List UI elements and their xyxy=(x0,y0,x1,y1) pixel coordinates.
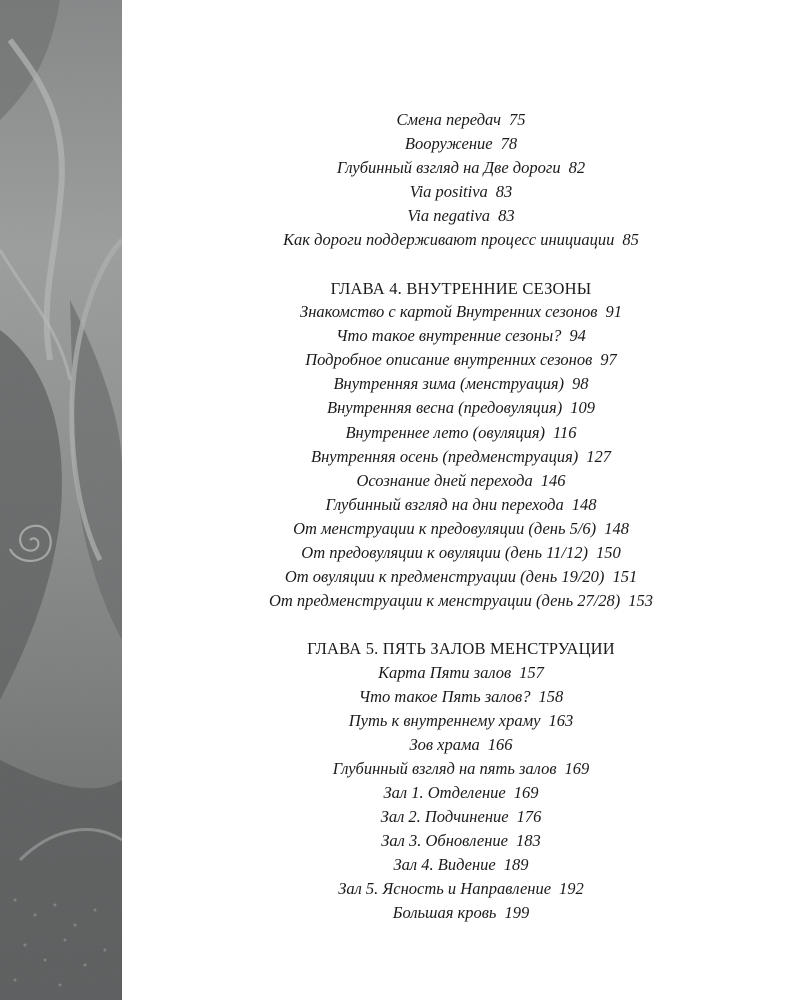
toc-entry xyxy=(122,495,800,515)
toc-entry xyxy=(122,423,800,443)
toc-entry-page: 94 xyxy=(569,326,586,345)
toc-entry-page: 189 xyxy=(503,855,529,874)
toc-entry-title: Знакомство с картой Внутренних сезонов xyxy=(300,302,598,321)
toc-entry-page: 157 xyxy=(519,663,544,682)
toc-entry xyxy=(122,759,800,779)
toc-entry-page: 148 xyxy=(571,495,597,514)
toc-entry xyxy=(122,374,800,394)
toc-entry-page: 151 xyxy=(612,567,638,586)
toc-entry-page: 199 xyxy=(504,903,530,922)
toc-entry-title: Подробное описание внутренних сезонов xyxy=(305,350,593,369)
toc-entry-title: Внутренняя весна (предовуляция) xyxy=(327,398,563,417)
toc-entry-page: 97 xyxy=(600,350,617,369)
toc-entry-page: 148 xyxy=(604,519,629,538)
table-of-contents xyxy=(122,0,800,1000)
toc-entry-title: Глубинный взгляд на пять залов xyxy=(332,759,557,778)
toc-entry-page: 176 xyxy=(516,807,542,826)
toc-entry xyxy=(122,350,800,370)
toc-entry-page: 109 xyxy=(570,398,595,417)
toc-entry xyxy=(122,110,800,130)
toc-entry-page: 166 xyxy=(487,735,513,754)
toc-entry-title: Зал 2. Подчинение xyxy=(380,807,509,826)
toc-entry xyxy=(122,591,800,611)
toc-entry-page: 127 xyxy=(586,447,611,466)
toc-entry-page: 153 xyxy=(628,591,654,610)
chapter-heading: ГЛАВА 5. ПЯТЬ ЗАЛОВ МЕНСТРУАЦИИ xyxy=(307,639,615,658)
toc-entry xyxy=(122,447,800,467)
toc-entry-page: 183 xyxy=(516,831,541,850)
toc-entry xyxy=(122,182,800,202)
toc-entry xyxy=(122,855,800,875)
toc-entry-title: От менструации к предовуляции (день 5/6) xyxy=(293,519,597,538)
toc-entry xyxy=(122,302,800,322)
toc-entry xyxy=(122,663,800,683)
toc-entry xyxy=(122,326,800,346)
toc-entry xyxy=(122,735,800,755)
chapter-heading: ГЛАВА 4. ВНУТРЕННИЕ СЕЗОНЫ xyxy=(330,279,592,298)
toc-entry-title: Что такое внутренние сезоны? xyxy=(336,326,562,345)
toc-entry-title: Глубинный взгляд на Две дороги xyxy=(336,158,561,177)
toc-entry-page: 169 xyxy=(513,783,539,802)
toc-entry-title: Via positiva xyxy=(409,182,488,201)
toc-entry-page: 158 xyxy=(538,687,564,706)
toc-entry-page: 82 xyxy=(568,158,586,177)
toc-entry-page: 146 xyxy=(540,471,566,490)
toc-entry-title: Зал 5. Ясность и Направление xyxy=(338,879,552,898)
toc-entry xyxy=(122,398,800,418)
toc-entry-title: Зал 4. Видение xyxy=(393,855,496,874)
toc-entry xyxy=(122,158,800,178)
toc-entry xyxy=(122,807,800,827)
toc-entry-page: 91 xyxy=(605,302,622,321)
toc-entry-page: 150 xyxy=(595,543,621,562)
toc-entry xyxy=(122,879,800,899)
toc-entry-title: Большая кровь xyxy=(392,903,497,922)
toc-entry-title: Как дороги поддерживают процесс инициации xyxy=(283,230,615,249)
toc-entry-title: Осознание дней перехода xyxy=(356,471,533,490)
toc-entry-title: Внутренняя зима (менструация) xyxy=(333,374,565,393)
toc-entry-page: 116 xyxy=(553,423,577,442)
toc-entry-page: 75 xyxy=(508,110,526,129)
toc-entry xyxy=(122,687,800,707)
toc-entry xyxy=(122,711,800,731)
toc-entry xyxy=(122,903,800,923)
toc-entry-page: 192 xyxy=(559,879,584,898)
toc-entry-title: От предовуляции к овуляции (день 11/12) xyxy=(301,543,588,562)
toc-entry-title: Внутренняя осень (предменструация) xyxy=(311,447,579,466)
artwork-illustration xyxy=(0,0,122,1000)
toc-entry xyxy=(122,543,800,563)
toc-entry-page: 78 xyxy=(500,134,518,153)
toc-entry-title: Что такое Пять залов? xyxy=(358,687,531,706)
toc-entry xyxy=(122,831,800,851)
toc-entry xyxy=(122,519,800,539)
toc-entry-page: 98 xyxy=(572,374,589,393)
toc-entry-page: 83 xyxy=(498,206,515,225)
toc-entry xyxy=(122,206,800,226)
toc-entry-page: 83 xyxy=(495,182,513,201)
toc-entry xyxy=(122,567,800,587)
toc-entry xyxy=(122,471,800,491)
toc-entry-title: Путь к внутреннему храму xyxy=(348,711,541,730)
toc-entry-title: Зов храма xyxy=(409,735,480,754)
toc-entry-title: Внутреннее лето (овуляция) xyxy=(345,423,545,442)
toc-entry xyxy=(122,134,800,154)
toc-entry-title: От предменструации к менструации (день 27/28) xyxy=(268,591,621,610)
toc-entry xyxy=(122,230,800,250)
decorative-artwork-strip xyxy=(0,0,122,1000)
toc-entry-title: Смена передач xyxy=(396,110,501,129)
toc-entry-page: 163 xyxy=(548,711,574,730)
toc-entry-page: 169 xyxy=(564,759,590,778)
toc-entry-title: Глубинный взгляд на дни перехода xyxy=(325,495,564,514)
toc-entry-title: Вооружение xyxy=(404,134,493,153)
toc-entry-title: Зал 3. Обновление xyxy=(381,831,508,850)
toc-entry-title: Via negativa xyxy=(407,206,491,225)
toc-entry-title: Зал 1. Отделение xyxy=(383,783,506,802)
toc-entry-page: 85 xyxy=(622,230,639,249)
toc-entry-title: Карта Пяти залов xyxy=(378,663,512,682)
toc-entry xyxy=(122,783,800,803)
toc-entry-title: От овуляции к предменструации (день 19/20) xyxy=(284,567,605,586)
